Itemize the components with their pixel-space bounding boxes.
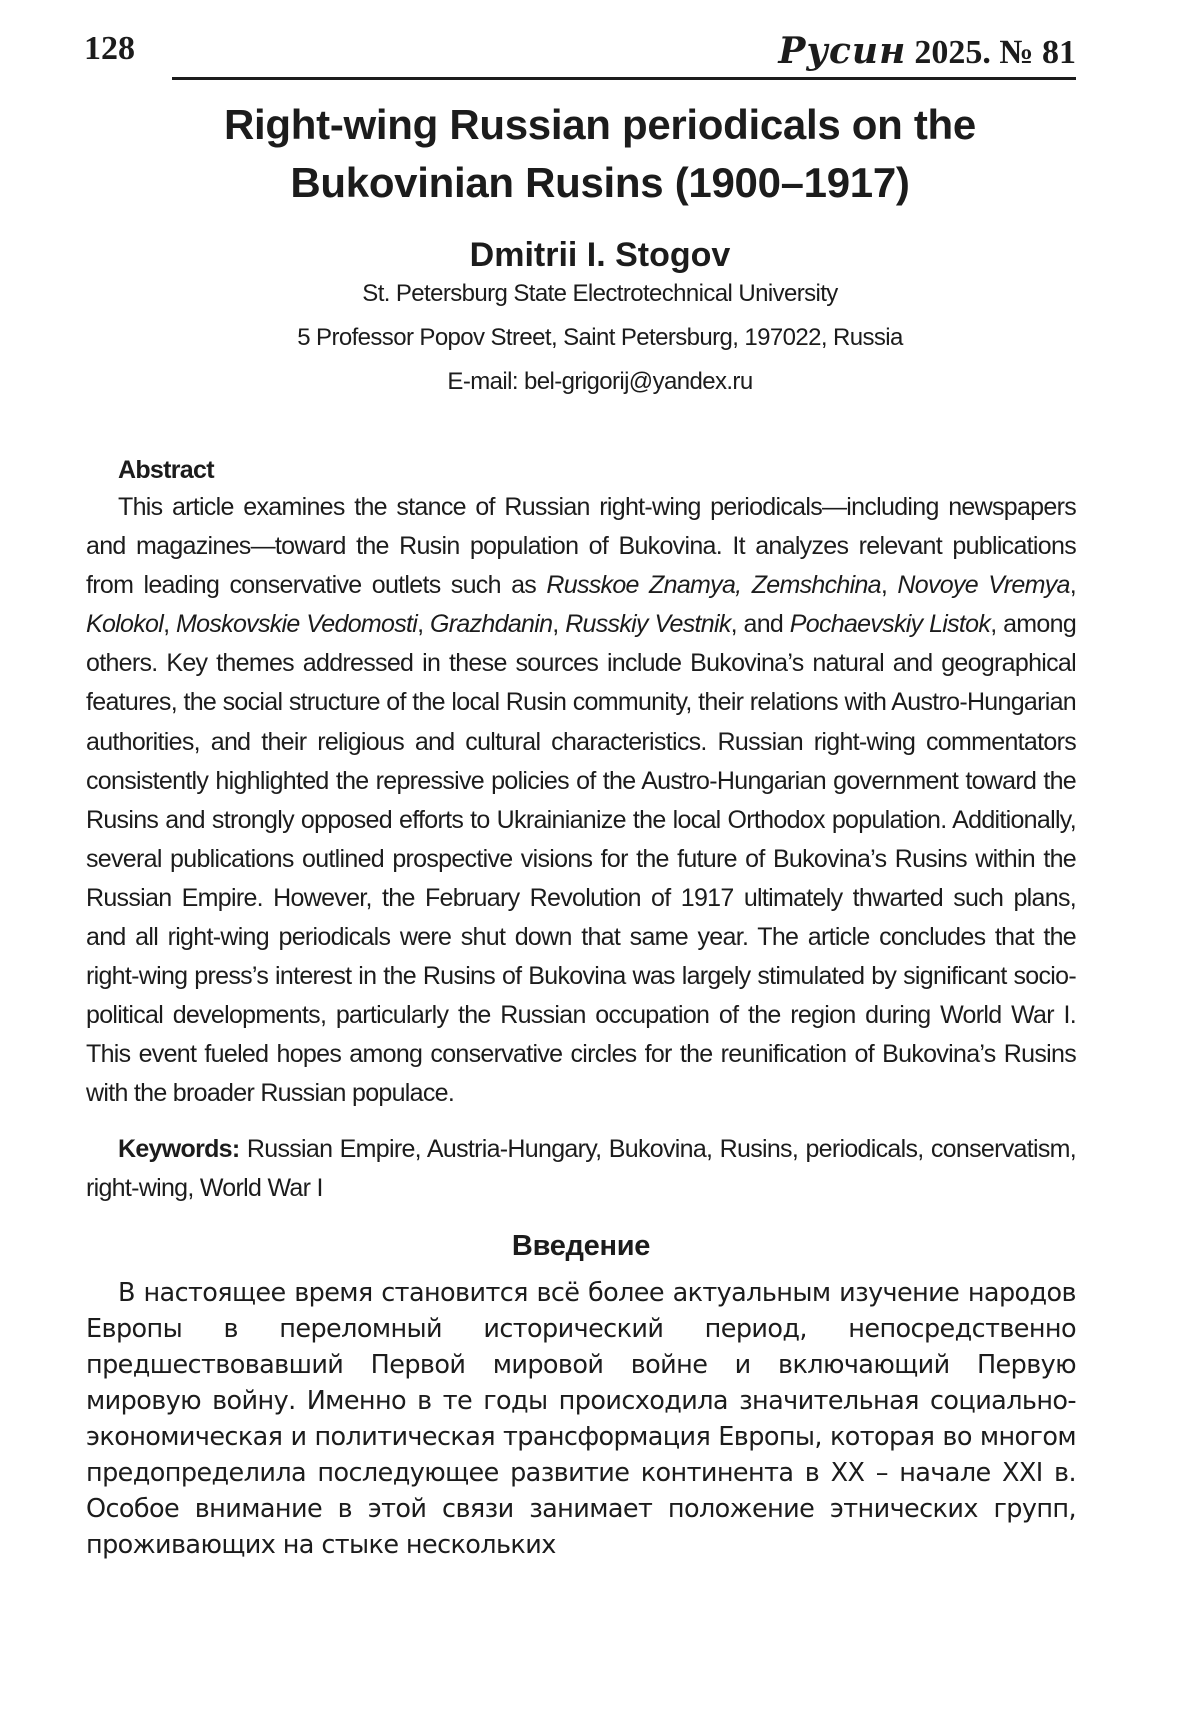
outlet-name: Russkoe Znamya,: [546, 571, 742, 600]
journal-name: Русин: [778, 30, 907, 72]
page-header: [84, 26, 1076, 80]
journal-running-head: [778, 30, 1076, 72]
author-email: E-mail: bel-grigorij@yandex.ru: [447, 368, 753, 395]
abstract-conjunction: , and: [730, 610, 790, 639]
author-affiliation: St. Petersburg State Electrotechnical University: [362, 280, 838, 307]
section-heading-intro: Введение: [511, 1229, 651, 1262]
keywords-label: Keywords:: [118, 1134, 240, 1163]
outlet-name: Novoye Vremya: [897, 571, 1070, 600]
keywords: [86, 1130, 1076, 1208]
outlet-name: Kolokol: [86, 610, 164, 639]
article-title: [100, 96, 1100, 212]
title-line-2: Bukovinian Rusins (1900–1917): [290, 159, 910, 206]
abstract-text: This article examines the stance of Russian right-wing periodicals—including newspapers and magazines—toward the Rusin population of Bukovina. It analyzes relevant publications from leading conservative outlets such as Russkoe Znamya, Zemshchina, Novoye Vremya, Kolokol, Moskovskie Vedomosti, Grazhdanin, Russkiy Vestnik, and Pochaevskiy Listok, among others. Key themes addressed in these sources include Bukovina’s natural and geographical features, the social structure of the local Rusin community, their relations with Austro-Hungarian authorities, and their religious and cultural characteristics. Russian right-wing commentators consistently highlighted the repressive policies of the Austro-Hungarian government toward the Rusins and strongly opposed efforts to Ukrainianize the local Orthodox population. Additionally, several publications outlined prospective visions for the future of Bukovina’s Rusins within the Russian Empire. However, the February Revolution of 1917 ultimately thwarted such plans, and all right-wing periodicals were shut down that same year. The article concludes that the right-wing press’s interest in the Rusins of Bukovina was largely stimulated by significant socio-political developments, particularly the Russian occupation of the region during World War I. This event fueled hopes among conservative circles for the reunification of Bukovina’s Rusins with the broader Russian populace.: [86, 493, 1077, 1108]
author-address: 5 Professor Popov Street, Saint Petersburg, 197022, Russia: [297, 324, 903, 351]
outlet-name: Russkiy Vestnik: [565, 610, 731, 639]
abstract-heading: Abstract: [118, 456, 214, 484]
outlet-name: Zemshchina: [751, 571, 881, 600]
header-divider: [172, 77, 1076, 80]
outlet-name: Grazhdanin: [430, 610, 553, 639]
title-line-1: Right-wing Russian periodicals on the: [224, 101, 976, 148]
abstract-text-part2: , among others. Key themes addressed in these sources include Bukovina’s natural and geographical features, the social structure of the local Rusin community, their relations with Austro-Hungarian authorities, and their religious and cultural characteristics. Russian right-wing commentators consistently highlighted the repressive policies of the Austro-Hungarian government toward the Rusins and strongly opposed efforts to Ukrainianize the local Orthodox population. Additionally, several publications outlined prospective visions for the future of Bukovina’s Rusins within the Russian Empire. However, the February Revolution of 1917 ultimately thwarted such plans, and all right-wing periodicals were shut down that same year. The article concludes that the right-wing press’s interest in the Rusins of Bukovina was largely stimulated by significant socio-political developments, particularly the Russian occupation of the region during World War I. This event fueled hopes among conservative circles for the reunification of Bukovina’s Rusins with the broader Russian populace.: [86, 610, 1077, 1108]
outlet-name: Moskovskie Vedomosti: [176, 610, 418, 639]
abstract-text-part1: This article examines the stance of Russian right-wing periodicals—including newspapers and magazines—toward the Rusin population of Bukovina. It analyzes relevant publications from leading conservative outlets such as: [86, 493, 1076, 600]
page-number: 128: [84, 30, 135, 67]
outlet-name: Pochaevskiy Listok: [789, 610, 991, 639]
intro-paragraph: В настоящее время становится всё более актуальным изучение народов Европы в переломный исторический период, непосредственно предшествовавший Первой мировой войне и включающий Первую мировую войну. Именно в те годы происходила значительная социально-экономическая и политическая трансформация Европы, которая во многом предопределила последующее развитие континента в XX – начале XXI в. Особое внимание в этой связи занимает положение этнических групп, проживающих на стыке нескольких: [86, 1277, 1076, 1560]
article-body: [86, 452, 1076, 1563]
journal-issue: 2025. № 81: [914, 34, 1076, 71]
author-name: Dmitrii I. Stogov: [469, 236, 731, 274]
keywords-text: Russian Empire, Austria-Hungary, Bukovina, Rusins, periodicals, conservatism, right-wing, World War I: [86, 1134, 1076, 1202]
